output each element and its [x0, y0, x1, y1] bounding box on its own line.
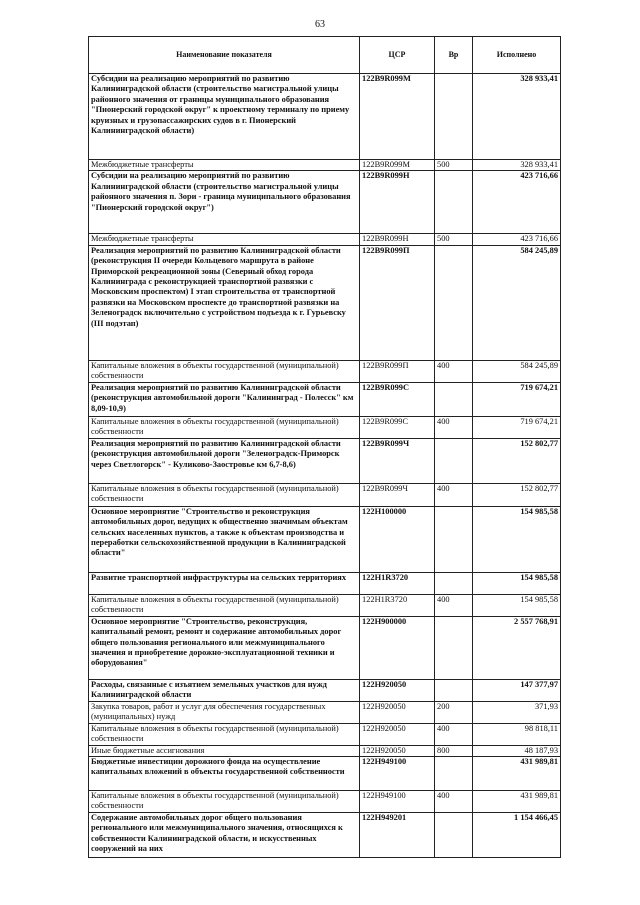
row-name: Капитальные вложения в объекты государственной (муниципальной) собственности — [89, 594, 360, 616]
row-amount: 98 818,11 — [473, 723, 561, 745]
row-name: Развитие транспортной инфраструктуры на сельских территориях — [89, 572, 360, 594]
table-header-row — [89, 37, 561, 74]
table-row — [89, 701, 561, 723]
row-amount: 371,93 — [473, 701, 561, 723]
row-amount: 719 674,21 — [473, 416, 561, 438]
row-name: Капитальные вложения в объекты государственной (муниципальной) собственности — [89, 791, 360, 813]
table-row — [89, 483, 561, 506]
header-amount: Исполнено — [473, 37, 561, 74]
row-name: Основное мероприятие "Строительство, реконструкция, капитальный ремонт, ремонт и содержание автомобильных дорог общего пользования регионального или межмуниципального значения и приобретение дорожно-эксплуатационной техники и оборудования" — [89, 616, 360, 679]
table-row — [89, 813, 561, 858]
budget-table — [88, 36, 561, 858]
row-csr: 122В9R099П — [360, 245, 435, 360]
table-row — [89, 723, 561, 745]
table-row — [89, 416, 561, 438]
row-csr: 122Н900000 — [360, 616, 435, 679]
row-vr: 400 — [435, 594, 473, 616]
row-amount: 152 802,77 — [473, 483, 561, 506]
row-vr — [435, 506, 473, 572]
row-vr — [435, 616, 473, 679]
row-amount: 584 245,89 — [473, 360, 561, 382]
row-csr: 122В9R099М — [360, 74, 435, 160]
table-row — [89, 360, 561, 382]
row-name: Содержание автомобильных дорог общего пользования регионального или межмуниципального значения, относящихся к собственности Калининградской области, и искусственных сооружений на них — [89, 813, 360, 858]
table-row — [89, 506, 561, 572]
row-vr — [435, 679, 473, 701]
row-vr — [435, 382, 473, 416]
row-csr: 122В9R099С — [360, 416, 435, 438]
table-row — [89, 160, 561, 171]
row-name: Расходы, связанные с изъятием земельных участков для нужд Калининградской области — [89, 679, 360, 701]
row-csr: 122В9R099П — [360, 360, 435, 382]
table-row — [89, 171, 561, 234]
row-csr: 122В9R099Ч — [360, 483, 435, 506]
table-row — [89, 679, 561, 701]
row-vr — [435, 438, 473, 483]
row-vr: 400 — [435, 723, 473, 745]
row-vr: 400 — [435, 360, 473, 382]
row-csr: 122Н949100 — [360, 757, 435, 791]
row-vr — [435, 171, 473, 234]
row-name: Капитальные вложения в объекты государственной (муниципальной) собственности — [89, 723, 360, 745]
row-csr: 122В9R099М — [360, 160, 435, 171]
row-amount: 2 557 768,91 — [473, 616, 561, 679]
row-amount: 154 985,58 — [473, 594, 561, 616]
row-csr: 122Н1R3720 — [360, 572, 435, 594]
table-row — [89, 791, 561, 813]
row-csr: 122Н920050 — [360, 723, 435, 745]
row-vr: 400 — [435, 483, 473, 506]
row-amount: 431 989,81 — [473, 757, 561, 791]
row-csr: 122Н100000 — [360, 506, 435, 572]
table-row — [89, 438, 561, 483]
row-amount: 154 985,58 — [473, 506, 561, 572]
table-row — [89, 382, 561, 416]
table-row — [89, 572, 561, 594]
header-csr: ЦСР — [360, 37, 435, 74]
row-vr: 500 — [435, 234, 473, 245]
row-vr: 800 — [435, 745, 473, 756]
table-row — [89, 594, 561, 616]
table-row — [89, 74, 561, 160]
row-name: Межбюджетные трансферты — [89, 234, 360, 245]
row-amount: 431 989,81 — [473, 791, 561, 813]
row-name: Капитальные вложения в объекты государственной (муниципальной) собственности — [89, 416, 360, 438]
row-name: Бюджетные инвестиции дорожного фонда на осуществление капитальных вложений в объекты государственной собственности — [89, 757, 360, 791]
row-name: Основное мероприятие "Строительство и реконструкция автомобильных дорог, ведущих к общественно значимым объектам сельских населенных пунктов, а также к объектам производства и переработки сельскохозяйственной продукции в Калининградской области" — [89, 506, 360, 572]
row-vr — [435, 813, 473, 858]
row-amount: 719 674,21 — [473, 382, 561, 416]
row-vr — [435, 245, 473, 360]
row-name: Капитальные вложения в объекты государственной (муниципальной) собственности — [89, 360, 360, 382]
row-name: Закупка товаров, работ и услуг для обеспечения государственных (муниципальных) нужд — [89, 701, 360, 723]
row-name: Реализация мероприятий по развитию Калининградской области (реконструкция автомобильной дороги "Зеленоградск-Приморск через Светлогорск" - Куликово-Заостровье км 6,7-8,6) — [89, 438, 360, 483]
row-vr — [435, 572, 473, 594]
row-vr: 200 — [435, 701, 473, 723]
row-csr: 122В9R099Н — [360, 234, 435, 245]
header-name: Наименование показателя — [89, 37, 360, 74]
row-amount: 48 187,93 — [473, 745, 561, 756]
row-name: Капитальные вложения в объекты государственной (муниципальной) собственности — [89, 483, 360, 506]
row-name: Субсидии на реализацию мероприятий по развитию Калининградской области (строительство магистральной улицы районного значения п. Зори - граница муниципального образования "Пионерский городской округ") — [89, 171, 360, 234]
row-vr: 400 — [435, 416, 473, 438]
row-csr: 122Н1R3720 — [360, 594, 435, 616]
row-csr: 122Н920050 — [360, 679, 435, 701]
row-amount: 423 716,66 — [473, 171, 561, 234]
row-csr: 122Н920050 — [360, 745, 435, 756]
table-row — [89, 234, 561, 245]
row-amount: 423 716,66 — [473, 234, 561, 245]
row-amount: 328 933,41 — [473, 74, 561, 160]
row-amount: 584 245,89 — [473, 245, 561, 360]
row-csr: 122В9R099Ч — [360, 438, 435, 483]
row-name: Иные бюджетные ассигнования — [89, 745, 360, 756]
row-vr: 500 — [435, 160, 473, 171]
row-vr — [435, 757, 473, 791]
table-row — [89, 745, 561, 756]
table-row — [89, 757, 561, 791]
row-csr: 122В9R099С — [360, 382, 435, 416]
row-name: Субсидии на реализацию мероприятий по развитию Калининградской области (строительство магистральной улицы районного значения от границы муниципального образования "Пионерский городской округ" к проектному терминалу по приему круизных и грузопассажирских судов в г. Пионерский Калининградской области) — [89, 74, 360, 160]
table-row — [89, 616, 561, 679]
header-vr: Вр — [435, 37, 473, 74]
row-csr: 122В9R099Н — [360, 171, 435, 234]
row-amount: 328 933,41 — [473, 160, 561, 171]
table-row — [89, 245, 561, 360]
row-csr: 122Н949201 — [360, 813, 435, 858]
page-number: 63 — [315, 19, 325, 30]
row-amount: 1 154 466,45 — [473, 813, 561, 858]
row-name: Реализация мероприятий по развитию Калининградской области (реконструкция II очереди Кольцевого маршрута в районе Приморской рекреационной зоны (Северный обход города Калининграда с реконструкцией транспортной развязки с Московским проспектом) I этап строительства от транспортной развязки на Московском проспекте до транспортной развязки на Зеленоградск включительно с устройством подъезда к г. Гурьевску (III подэтап) — [89, 245, 360, 360]
row-name: Реализация мероприятий по развитию Калининградской области (реконструкция автомобильной дороги "Калининград - Полесск" км 8,09-10,9) — [89, 382, 360, 416]
row-vr: 400 — [435, 791, 473, 813]
row-vr — [435, 74, 473, 160]
row-amount: 152 802,77 — [473, 438, 561, 483]
row-amount: 154 985,58 — [473, 572, 561, 594]
row-csr: 122Н920050 — [360, 701, 435, 723]
row-name: Межбюджетные трансферты — [89, 160, 360, 171]
row-csr: 122Н949100 — [360, 791, 435, 813]
row-amount: 147 377,97 — [473, 679, 561, 701]
